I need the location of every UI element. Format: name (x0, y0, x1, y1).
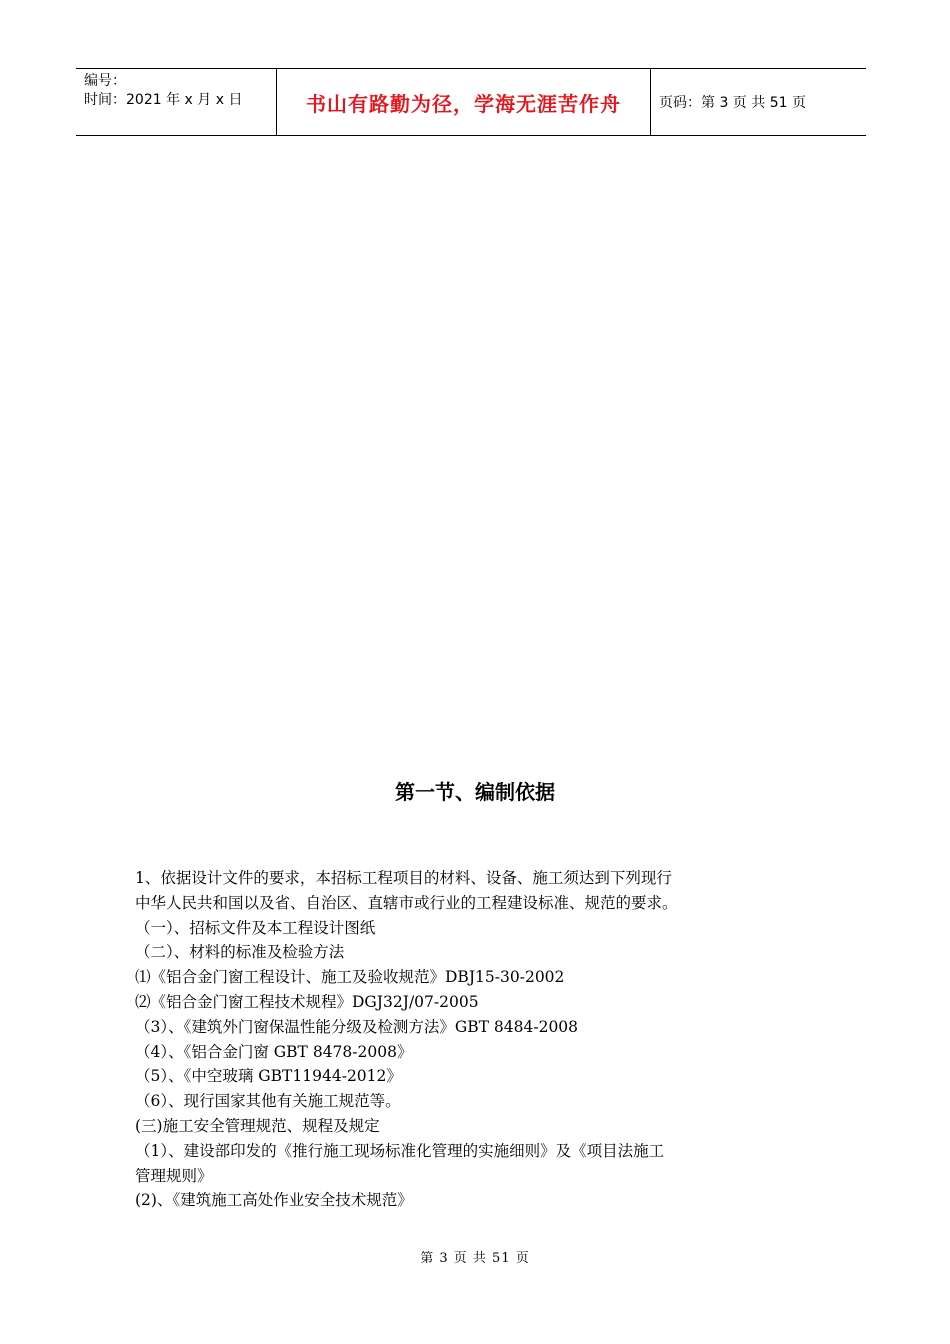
body-line: ⑵《铝合金门窗工程技术规程》DGJ32J/07-2005 (135, 992, 479, 1011)
document-time-label: 时间：2021 年 x 月 x 日 (84, 92, 243, 108)
body-line: ⑴《铝合金门窗工程设计、施工及验收规范》DBJ15-30-2002 (135, 968, 565, 987)
body-line: (2)、《建筑施工高处作业安全技术规范》 (135, 1191, 413, 1210)
body-line: 管理规则》 (135, 1166, 213, 1185)
header-page-info: 页码：第 3 页 共 51 页 (659, 95, 806, 111)
body-line: （1）、建设部印发的《推行施工现场标准化管理的实施细则》及《项目法施工 (135, 1141, 665, 1160)
body-line: 中华人民共和国以及省、自治区、直辖市或行业的工程建设标准、规范的要求。 (135, 893, 678, 912)
header-meta-cell (76, 69, 277, 135)
page-header (76, 68, 866, 136)
body-line: （3）、《建筑外门窗保温性能分级及检测方法》GBT 8484-2008 (135, 1017, 579, 1036)
header-motto: 书山有路勤为径，学海无涯苦作舟 (306, 91, 621, 116)
body-line: （6）、现行国家其他有关施工规范等。 (135, 1092, 401, 1111)
body-line: （二）、材料的标准及检验方法 (135, 943, 345, 962)
body-line: （4）、《铝合金门窗 GBT 8478-2008》 (135, 1042, 413, 1061)
body-line: （一）、招标文件及本工程设计图纸 (135, 918, 376, 937)
header-page-cell (651, 69, 866, 135)
body-line: （5）、《中空玻璃 GBT11944-2012》 (135, 1067, 402, 1086)
document-number-label: 编号： (84, 73, 126, 89)
body-line: (三)施工安全管理规范、规程及规定 (135, 1116, 380, 1135)
section-title: 第一节、编制依据 (395, 780, 555, 804)
header-motto-cell (277, 69, 651, 135)
page-footer: 第 3 页 共 51 页 (420, 1251, 530, 1266)
body-text (135, 866, 805, 1213)
body-line: 1、依据设计文件的要求，本招标工程项目的材料、设备、施工须达到下列现行 (135, 869, 672, 887)
